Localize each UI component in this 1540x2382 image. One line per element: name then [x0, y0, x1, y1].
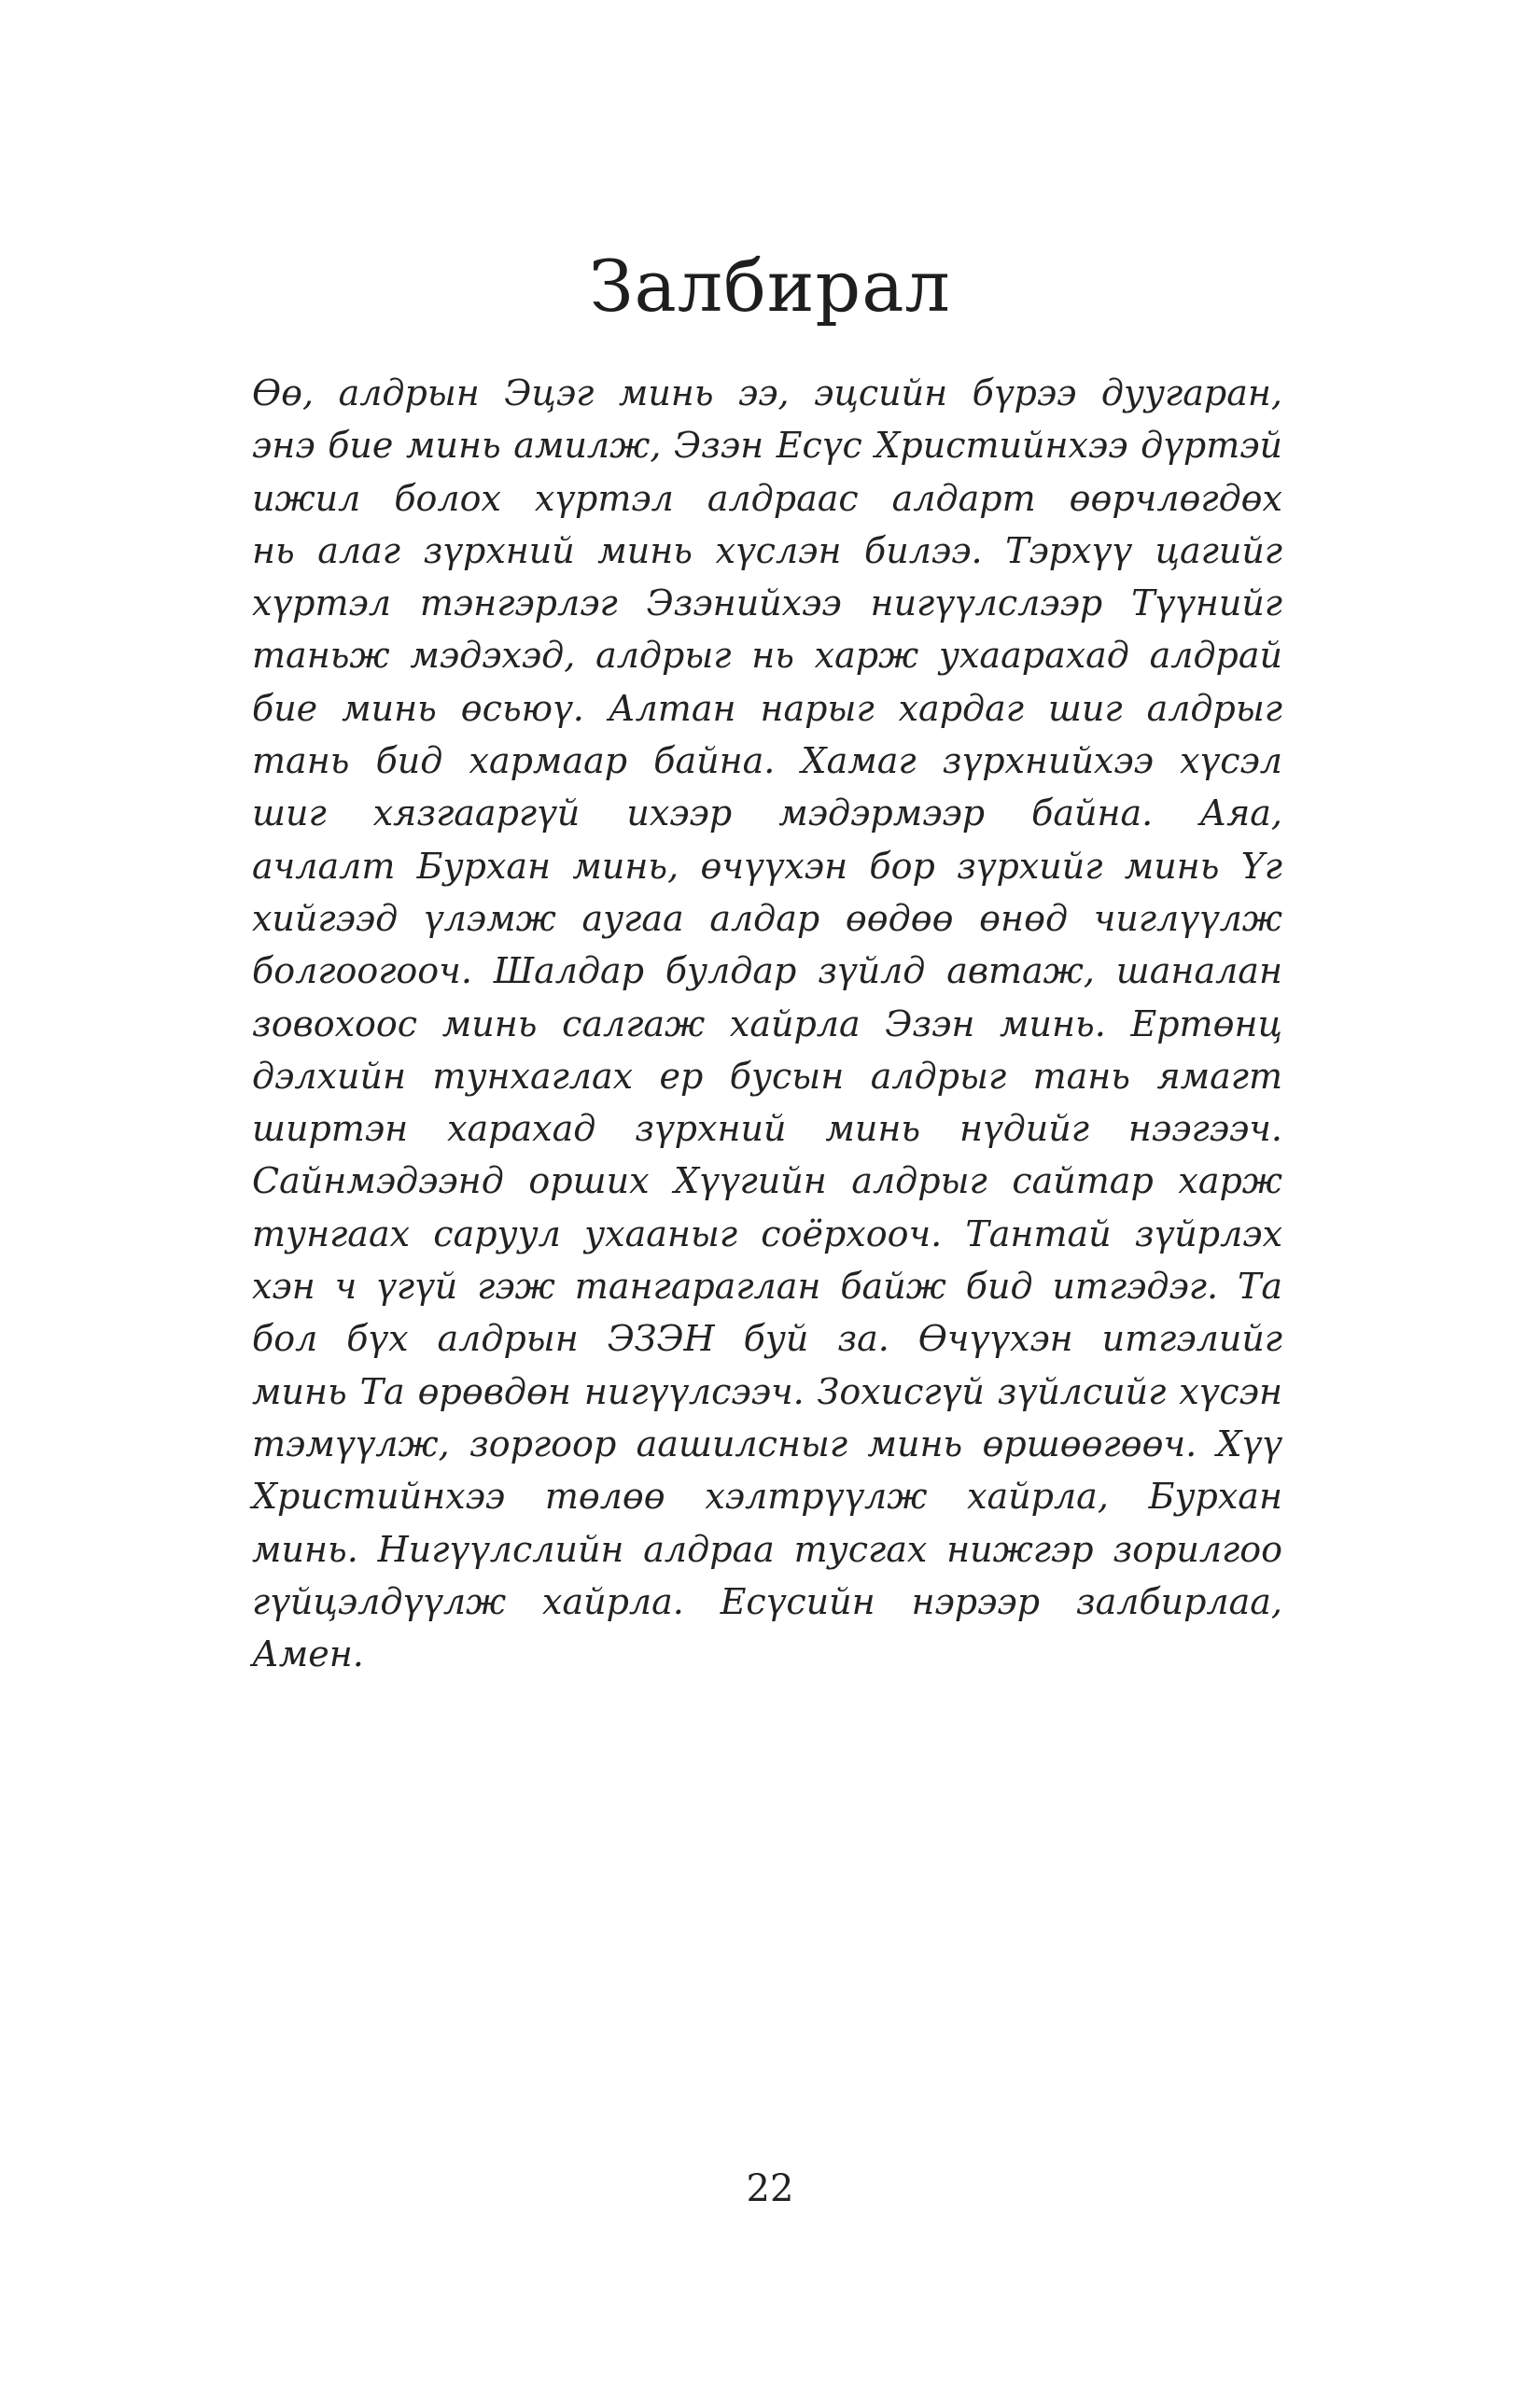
- prayer-line: ачлалт Бурхан минь, өчүүхэн бор зүрхийг минь Үг: [252, 845, 1282, 887]
- prayer-line: хүртэл тэнгэрлэг Эзэнийхээ нигүүлслээр Түүнийг: [252, 582, 1282, 624]
- prayer-line: ширтэн харахад зүрхний минь нүдийг нээгээч.: [252, 1108, 1282, 1150]
- prayer-line: хийгээд үлэмж аугаа алдар өөдөө өнөд чиглүүлж: [252, 897, 1282, 939]
- prayer-line: нь алаг зүрхний минь хүслэн билээ. Тэрхүү цагийг: [252, 529, 1282, 571]
- prayer-line: таньж мэдэхэд, алдрыг нь харж ухаарахад алдрай: [252, 635, 1282, 677]
- prayer-line: Амен.: [252, 1633, 364, 1675]
- prayer-line: болгоогооч. Шалдар булдар зүйлд автаж, шаналан: [252, 950, 1282, 992]
- prayer-line: энэ бие минь амилж, Эзэн Есүс Христийнхээ дүртэй: [252, 425, 1282, 467]
- prayer-line: тань бид хармаар байна. Хамаг зүрхнийхээ хүсэл: [252, 740, 1282, 782]
- page-title: Залбирал: [589, 245, 951, 328]
- prayer-line: дэлхийн тунхаглах ер бусын алдрыг тань ямагт: [252, 1055, 1282, 1097]
- prayer-line: Өө, алдрын Эцэг минь ээ, эцсийн бүрээ дуугаран,: [252, 372, 1282, 413]
- prayer-line: ижил болох хүртэл алдраас алдарт өөрчлөгдөх: [252, 477, 1282, 519]
- prayer-line: хэн ч үгүй гэж тангараглан байж бид итгэдэг. Та: [252, 1266, 1282, 1308]
- prayer-line: Христийнхээ төлөө хэлтрүүлж хайрла, Бурхан: [252, 1476, 1282, 1518]
- prayer-line: гүйцэлдүүлж хайрла. Есүсийн нэрээр залбирлаа,: [252, 1580, 1282, 1622]
- page-number: 22: [746, 2167, 794, 2210]
- prayer-line: шиг хязгааргүй ихээр мэдэрмээр байна. Аяа,: [252, 792, 1282, 834]
- prayer-line: бол бүх алдрын ЭЗЭН буй за. Өчүүхэн итгэлийг: [252, 1318, 1282, 1360]
- prayer-text: [252, 367, 1282, 1680]
- prayer-line: бие минь өсьюү. Алтан нарыг хардаг шиг алдрыг: [252, 687, 1282, 729]
- prayer-line: минь Та өрөвдөн нигүүлсээч. Зохисгүй зүйлсийг хүсэн: [252, 1370, 1282, 1412]
- prayer-line: тэмүүлж, зоргоор аашилсныг минь өршөөгөөч. Хүү: [252, 1422, 1282, 1464]
- prayer-line: Сайнмэдээнд орших Хүүгийн алдрыг сайтар харж: [252, 1160, 1282, 1202]
- prayer-line: зовохоос минь салгаж хайрла Эзэн минь. Ертөнц: [252, 1002, 1282, 1044]
- prayer-line: тунгаах саруул ухааныг соёрхооч. Тантай зүйрлэх: [252, 1212, 1282, 1254]
- prayer-line: минь. Нигүүлслийн алдраа тусгах нижгэр зорилгоо: [252, 1528, 1282, 1570]
